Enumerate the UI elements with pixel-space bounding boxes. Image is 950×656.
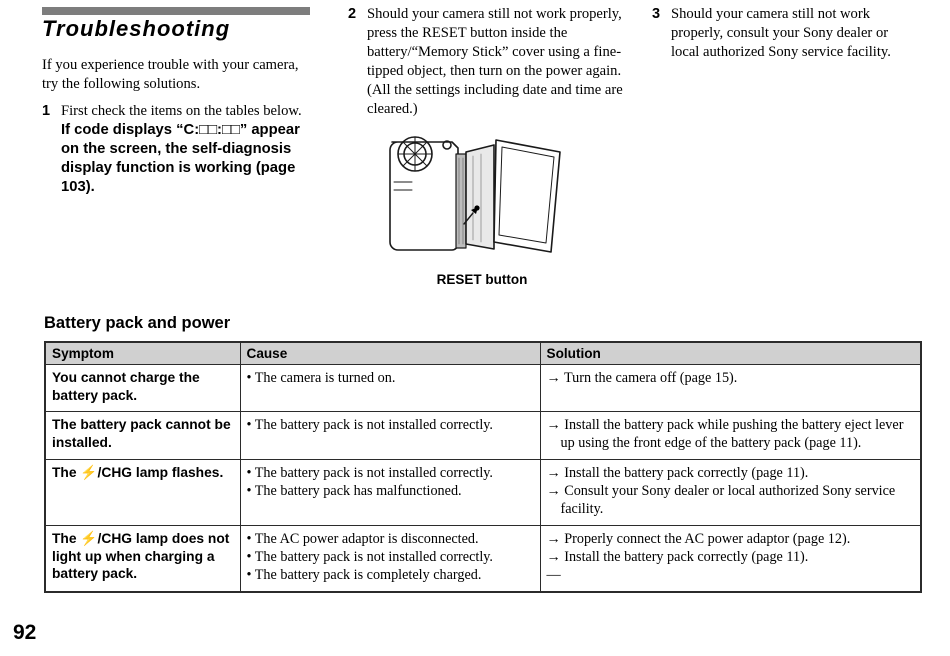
- symptom-cell: You cannot charge the battery pack.: [45, 365, 240, 412]
- step-2-number: 2: [348, 6, 357, 22]
- step-2: [348, 5, 624, 119]
- cause-item: • The battery pack is completely charged.: [247, 566, 534, 584]
- solution-cell: [540, 365, 921, 412]
- illustration-caption: RESET button: [436, 272, 528, 287]
- symptom-cell: The ⚡/CHG lamp does not light up when charging a battery pack.: [45, 526, 240, 593]
- table-row: [45, 412, 921, 460]
- cause-item: • The camera is turned on.: [247, 369, 534, 387]
- cause-item: • The battery pack is not installed correctly.: [247, 464, 534, 482]
- table-row: [45, 460, 921, 526]
- cause-cell: [240, 365, 540, 412]
- symptom-cell: The battery pack cannot be installed.: [45, 412, 240, 460]
- column-header-solution: Solution: [540, 342, 921, 365]
- solution-item: → Install the battery pack while pushing the battery eject lever up using the front edge of the battery pack (page 11).: [546, 417, 904, 451]
- battery-table-body: [45, 365, 921, 593]
- cause-cell: [240, 526, 540, 593]
- table-header-row: [45, 342, 921, 365]
- solution-item: → Consult your Sony dealer or local authorized Sony service facility.: [546, 483, 896, 517]
- cause-item: • The battery pack has malfunctioned.: [247, 482, 534, 500]
- solution-cell: [540, 526, 921, 593]
- table-row: [45, 365, 921, 412]
- solution-item: → Install the battery pack correctly (page 11).: [546, 465, 809, 481]
- cause-item: • The battery pack is not installed correctly.: [247, 416, 534, 434]
- solution-cell: [540, 460, 921, 526]
- step-1-number: 1: [42, 103, 51, 119]
- cause-cell: [240, 460, 540, 526]
- intro-text: If you experience trouble with your camera, try the following solutions.: [42, 57, 299, 92]
- step-1-bold-text: If code displays “C:□□:□□” appear on the screen, the self-diagnosis display function is working (page 103).: [61, 122, 300, 195]
- step-3: [652, 5, 910, 62]
- table-row: [45, 526, 921, 593]
- symptom-cell: The ⚡/CHG lamp flashes.: [45, 460, 240, 526]
- solution-item: —: [546, 567, 561, 583]
- section-title: Battery pack and power: [44, 314, 231, 332]
- camera-illustration: [368, 126, 580, 269]
- solution-item: → Install the battery pack correctly (page 11).: [546, 549, 809, 565]
- solution-item: → Properly connect the AC power adaptor (page 12).: [546, 531, 851, 547]
- step-1: [42, 102, 314, 197]
- step-1-text: First check the items on the tables below.: [61, 103, 302, 119]
- solution-cell: [540, 412, 921, 460]
- step-2-text: Should your camera still not work properly, press the RESET button inside the battery/“Memory Stick” cover using a fine-tipped object, then turn on the power again. (All the settings including date and time are cleared.): [367, 6, 623, 117]
- troubleshooting-table: [44, 341, 920, 593]
- step-3-text: Should your camera still not work properly, consult your Sony dealer or local authorized Sony service facility.: [671, 6, 891, 60]
- cause-item: • The battery pack is not installed correctly.: [247, 548, 534, 566]
- column-header-cause: Cause: [240, 342, 540, 365]
- page-number: 92: [13, 621, 37, 644]
- cause-item: • The AC power adaptor is disconnected.: [247, 530, 534, 548]
- column-header-symptom: Symptom: [45, 342, 240, 365]
- page-title: Troubleshooting: [42, 16, 231, 41]
- cause-cell: [240, 412, 540, 460]
- solution-item: → Turn the camera off (page 15).: [546, 370, 738, 386]
- section-rule-bar: [42, 7, 310, 15]
- step-3-number: 3: [652, 6, 661, 22]
